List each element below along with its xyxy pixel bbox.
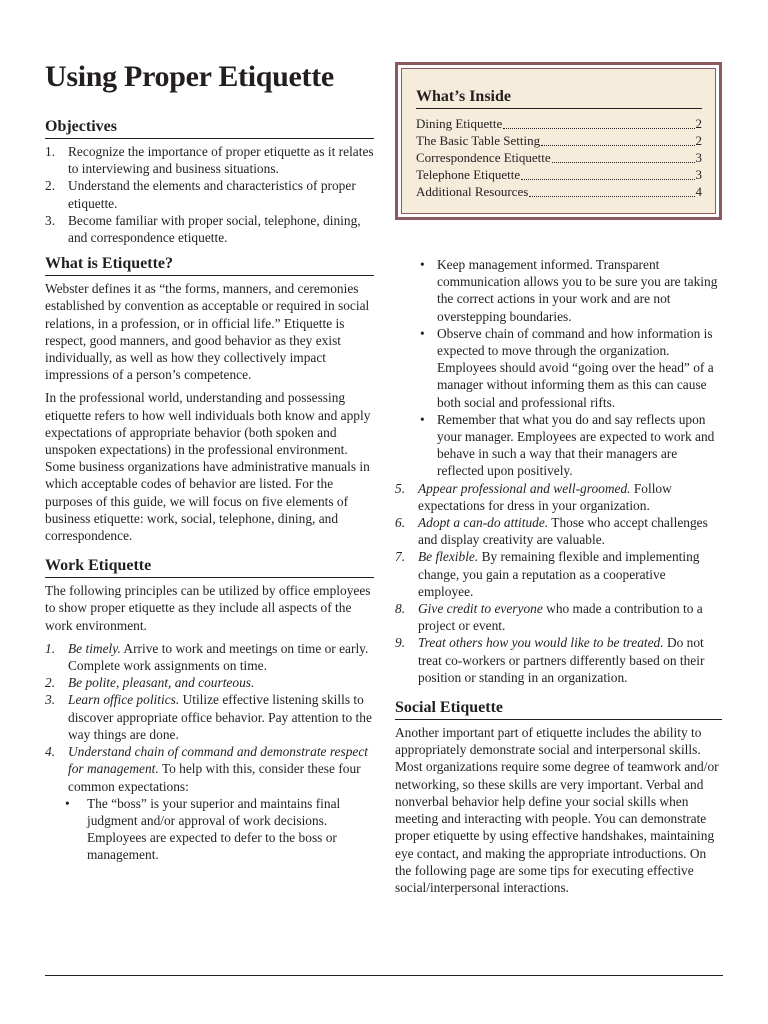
toc-label: The Basic Table Setting — [416, 132, 541, 148]
paragraph: Webster defines it as “the forms, manners, and ceremonies established by convention as acceptable or required in social relations, in a profession, or in official life.” Etiquette is respect, good manners, and good behavior as they exist individually, as well as how they collectively impact impressions of a person’s competence. — [45, 281, 370, 383]
toc-page: 4 — [695, 183, 702, 199]
work-etiquette-list-cont — [395, 480, 722, 686]
item-lead: Appear professional and well-groomed. — [418, 480, 631, 496]
objectives-list — [45, 143, 374, 246]
item-text: Understand the elements and characteristics of proper etiquette. — [68, 178, 356, 211]
right-column — [395, 256, 722, 902]
toc-page: 3 — [695, 166, 702, 182]
social-etiquette-heading: Social Etiquette — [395, 698, 722, 720]
objectives-heading: Objectives — [45, 117, 374, 139]
item-lead: Be polite, pleasant, and courteous. — [68, 675, 255, 691]
paragraph: The following principles can be utilized by office employees to show proper etiquette as they include all aspects of the work environment. — [45, 583, 371, 633]
whats-inside-heading: What’s Inside — [416, 87, 702, 109]
chain-of-command-bullets-cont — [417, 256, 722, 480]
item-number: 4. — [45, 744, 56, 760]
toc-entry-table-setting[interactable] — [416, 133, 702, 150]
item-lead: Be timely. — [68, 640, 121, 656]
toc-leader — [503, 127, 694, 129]
toc-page: 2 — [695, 116, 702, 131]
item-number: 1. — [45, 640, 56, 656]
footer-divider — [45, 975, 723, 976]
list-item — [45, 212, 374, 246]
item-number: 5. — [395, 480, 406, 496]
toc-leader — [541, 144, 694, 146]
item-lead: Understand chain of command and demonstrate respect for management. — [68, 744, 369, 777]
item-number: 9. — [395, 635, 406, 651]
item-text: Those who accept challenges and display creativity are valuable. — [418, 515, 708, 548]
paragraph: In the professional world, understanding and possessing etiquette refers to how well individuals both know and apply expectations of appropriate behavior (both spoken and unspoken expectations) in the professional environment. Some business organizations have administrative manuals in which acceptable codes of behavior are listed. For the purposes of this guide, we will focus on five elements of business etiquette: work, social, telephone, dining, and correspondence. — [45, 390, 371, 544]
chain-of-command-bullets — [45, 795, 374, 864]
work-etiquette-list — [45, 640, 374, 795]
item-number: 1. — [45, 144, 56, 159]
list-item — [395, 600, 722, 634]
toc-page: 2 — [695, 132, 702, 148]
toc-entry-resources[interactable] — [416, 184, 702, 201]
item-number: 3. — [45, 212, 56, 228]
list-item — [45, 691, 374, 743]
toc-label: Additional Resources — [416, 183, 529, 199]
what-is-etiquette-heading: What is Etiquette? — [45, 254, 374, 276]
toc-label: Dining Etiquette — [416, 116, 503, 131]
item-text: Do not treat co-workers or partners differently based on their position or standing in an organization. — [418, 635, 705, 685]
item-number: 3. — [45, 692, 56, 708]
list-item — [395, 480, 722, 514]
toc-entry-telephone[interactable] — [416, 167, 702, 184]
item-text: Utilize effective listening skills to discover appropriate office behavior. Pay attention to the way things are done. — [68, 692, 372, 742]
item-text: By remaining flexible and implementing change, you gain a reputation as a cooperative employee. — [418, 549, 700, 599]
bullet-item: • Keep management informed. Transparent communication allows you to be sure you are taking the correct actions in your work and are not overstepping boundaries. — [417, 256, 722, 325]
list-item — [45, 743, 374, 795]
toc-page: 3 — [695, 149, 702, 165]
list-item — [395, 514, 722, 548]
item-number: 6. — [395, 515, 406, 531]
item-text: To help with this, consider these four common expectations: — [68, 761, 361, 794]
list-item — [45, 640, 374, 674]
work-etiquette-heading: Work Etiquette — [45, 556, 374, 578]
item-text: who made a contribution to a project or event. — [418, 601, 703, 634]
item-lead: Be flexible. — [418, 549, 479, 565]
toc-leader — [521, 178, 694, 180]
item-text: Follow expectations for dress in your organization. — [418, 480, 672, 513]
item-lead: Give credit to everyone — [418, 601, 543, 617]
item-lead: Learn office politics. — [68, 692, 180, 708]
left-column — [45, 58, 374, 864]
toc-entry-dining[interactable] — [416, 116, 702, 133]
item-number: 2. — [45, 675, 56, 691]
item-number: 2. — [45, 178, 56, 194]
list-item — [45, 143, 374, 177]
item-text: Arrive to work and meetings on time or early. Complete work assignments on time. — [68, 640, 369, 674]
item-text: Recognize the importance of proper etiquette as it relates to interviewing and business situations. — [68, 144, 374, 177]
toc-entry-correspondence[interactable] — [416, 150, 702, 167]
toc-leader — [552, 161, 695, 163]
bullet-item: • Observe chain of command and how information is expected to move through the organization. Employees should avoid “going over the head” of a manager without informing them as this can cause both social and professional rifts. — [417, 325, 722, 411]
page-title-text: Using Proper Etiquette — [45, 60, 334, 93]
item-lead: Adopt a can-do attitude. — [418, 515, 549, 531]
toc-label: Correspondence Etiquette — [416, 149, 551, 165]
item-number: 8. — [395, 601, 406, 617]
item-number: 7. — [395, 549, 406, 565]
whats-inside-box — [395, 62, 722, 220]
paragraph: Another important part of etiquette includes the ability to appropriately demonstrate social and interpersonal skills. Most organizations require some degree of teamwork and/or networking, so these skills are very important. Verbal and nonverbal behavior help define your social skills when meeting and interacting with people. You can demonstrate proper etiquette by using effective handshakes, maintaining eye contact, and making the appropriate introductions. On the following page are some tips for executing effective social/interpersonal interactions. — [395, 725, 719, 895]
whats-inside-panel — [401, 68, 716, 214]
item-text: Become familiar with proper social, telephone, dining, and correspondence etiquette. — [68, 212, 361, 246]
toc-leader — [529, 195, 694, 197]
list-item — [395, 634, 722, 686]
list-item — [45, 177, 374, 211]
page-title — [45, 58, 374, 95]
item-lead: Treat others how you would like to be treated. — [418, 635, 664, 651]
bullet-item: • Remember that what you do and say reflects upon your manager. Employees are expected to work and behave in such a way that their managers are reflected upon positively. — [417, 411, 722, 480]
list-item — [395, 548, 722, 600]
list-item — [45, 674, 374, 691]
toc-label: Telephone Etiquette — [416, 166, 521, 182]
bullet-item: • The “boss” is your superior and maintains final judgment and/or approval of work decisions. Employees are expected to defer to the boss or management. — [45, 795, 374, 864]
